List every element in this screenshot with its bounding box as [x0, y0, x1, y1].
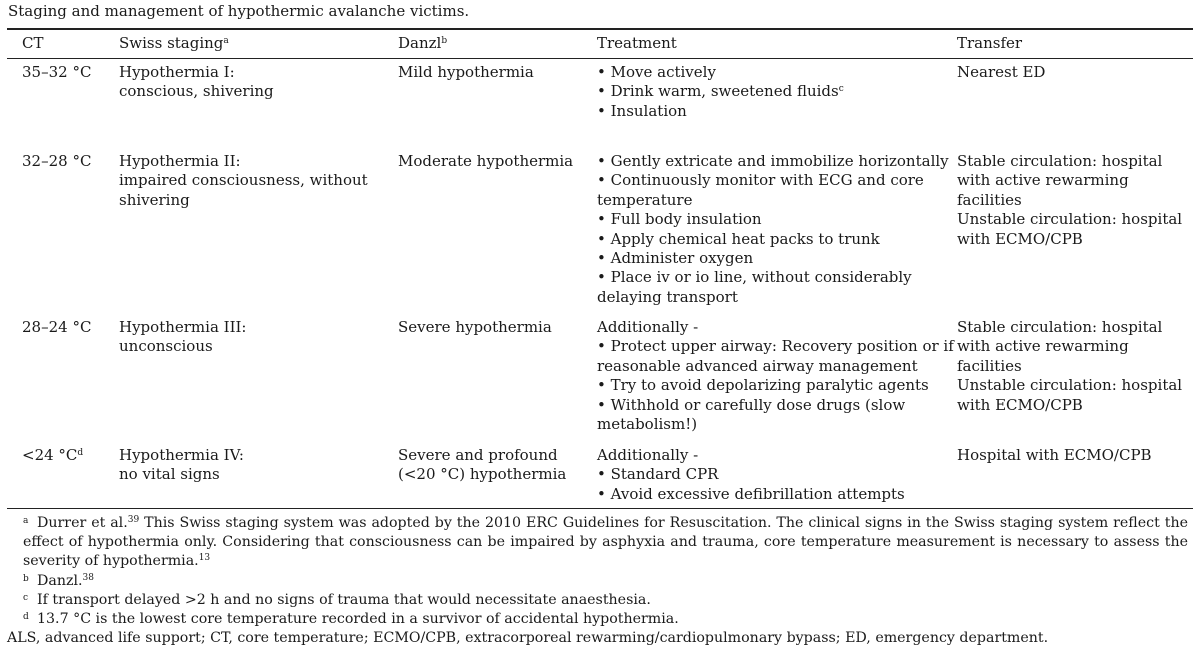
row-3-treatment — [597, 318, 954, 434]
header-danzl — [398, 34, 447, 52]
bottom-rule — [7, 508, 1193, 509]
row-1-treatment — [597, 63, 844, 121]
treatment-line: temperature — [597, 190, 693, 209]
transfer-line: Unstable circulation: hospital — [957, 210, 1183, 229]
transfer-line: Stable circulation: hospital — [957, 152, 1163, 170]
header-ct — [22, 34, 43, 52]
table-footnotes — [7, 514, 1188, 648]
swiss-line: no vital signs — [119, 465, 220, 484]
transfer-line: facilities — [957, 356, 1022, 375]
ct-value — [22, 446, 83, 465]
row-3-ct — [22, 318, 91, 337]
transfer-line: Unstable circulation: hospital — [957, 376, 1183, 395]
treatment-line: • Try to avoid depolarizing paralytic agents — [597, 376, 929, 395]
footnote-a-ref2: 13 — [198, 553, 211, 564]
footnote-marker-d: d — [77, 448, 84, 458]
footnote-marker-c: c — [838, 84, 844, 95]
treatment-line: • Gently extricate and immobilize horizontally — [597, 152, 949, 170]
treatment-line: Additionally - — [597, 446, 699, 464]
treatment-line: • Continuously monitor with ECG and core — [597, 171, 924, 190]
header-transfer — [957, 34, 1022, 52]
row-3-swiss — [119, 318, 247, 357]
row-1-danzl — [398, 63, 534, 82]
transfer-line: with ECMO/CPB — [957, 229, 1083, 248]
header-rule — [7, 58, 1193, 59]
footnote-a-text: This Swiss staging system was adopted by the 2010 ERC Guidelines for Resuscitation. The clinical signs in the Swiss staging system reflect the effect of hypothermia only. Considering that consciousness can be impaired by asphyxia and trauma, core temperature measurement is necessary to assess the severity of hypothermia. — [23, 515, 1188, 570]
footnote-a: a Durrer et al.$^{39}$ This Swiss staging system was adopted by the 2010 ERC Guidelines for Resuscitation. The clinical signs in the Swiss staging system reflect the effect of hypothermia only. Considering that consciousness can be impaired by asphyxia and trauma, core temperature measurement is necessary to assess the severity of hypothermia.$^{13}$ — [23, 515, 1188, 570]
row-4-swiss — [119, 446, 244, 485]
treatment-line: • Standard CPR — [597, 465, 719, 484]
treatment-line-text: • Drink warm, sweetened fluids — [597, 82, 839, 101]
header-danzl-label: Danzl — [398, 34, 442, 52]
row-3-danzl — [398, 318, 552, 337]
row-2-danzl — [398, 152, 573, 171]
swiss-line: unconscious — [119, 337, 213, 356]
treatment-line: • Withhold or carefully dose drugs (slow — [597, 395, 906, 414]
treatment-line: delaying transport — [597, 287, 738, 306]
table-caption: Staging and management of hypothermic avalanche victims. — [8, 2, 470, 20]
header-treatment-label: Treatment — [597, 34, 677, 52]
swiss-line: Hypothermia IV: — [119, 446, 244, 464]
header-swiss-staging — [119, 34, 229, 52]
transfer-line: with active rewarming — [957, 337, 1129, 356]
ct-value-text: <24 °C — [22, 446, 78, 464]
ct-value: 28–24 °C — [22, 318, 92, 336]
treatment-line: • Avoid excessive defibrillation attempts — [597, 484, 905, 503]
transfer-line: with ECMO/CPB — [957, 395, 1083, 414]
treatment-line: • Insulation — [597, 101, 687, 120]
header-swiss-label: Swiss staging — [119, 34, 224, 52]
abbreviations-note: ALS, advanced life support; CT, core temperature; ECMO/CPB, extracorporeal rewarming/cardiopulmonary bypass; ED, emergency department. — [7, 630, 1049, 647]
transfer-line: Nearest ED — [957, 63, 1046, 81]
header-ct-label: CT — [22, 34, 44, 52]
row-2-swiss — [119, 152, 368, 210]
treatment-line: • Full body insulation — [597, 210, 762, 229]
row-4-danzl — [398, 446, 566, 485]
swiss-line: conscious, shivering — [119, 82, 274, 101]
treatment-line: Additionally - — [597, 318, 699, 336]
row-2-ct — [22, 152, 91, 171]
danzl-line: Mild hypothermia — [398, 63, 534, 81]
footnote-c: c If transport delayed >2 h and no signs of trauma that would necessitate anaesthesia. — [23, 591, 651, 608]
treatment-line: • Apply chemical heat packs to trunk — [597, 229, 880, 248]
footnote-c-text: If transport delayed >2 h and no signs of trauma that would necessitate anaesthesia. — [37, 591, 651, 608]
footnote-marker-b: b — [441, 36, 448, 46]
header-treatment — [597, 34, 677, 52]
footnote-d-text: 13.7 °C is the lowest core temperature recorded in a survivor of accidental hypothermia. — [37, 611, 679, 628]
treatment-line — [597, 82, 844, 101]
footnote-b-ref: 38 — [82, 572, 94, 583]
danzl-line: Severe and profound — [398, 446, 558, 464]
row-4-transfer — [957, 446, 1152, 465]
swiss-line: Hypothermia III: — [119, 318, 247, 336]
row-4-treatment — [597, 446, 905, 504]
transfer-line: facilities — [957, 190, 1022, 209]
treatment-line: • Place iv or io line, without considerably — [597, 268, 912, 287]
treatment-line: • Administer oxygen — [597, 249, 754, 268]
row-1-ct — [22, 63, 91, 82]
treatment-line: reasonable advanced airway management — [597, 356, 918, 375]
transfer-line: Hospital with ECMO/CPB — [957, 446, 1152, 464]
ct-value: 32–28 °C — [22, 152, 92, 170]
top-rule — [7, 28, 1193, 30]
treatment-line: • Move actively — [597, 63, 716, 81]
footnote-b-text: Danzl. — [37, 572, 83, 589]
footnote-a-author: Durrer et al. — [37, 515, 128, 531]
danzl-line: Moderate hypothermia — [398, 152, 574, 170]
transfer-line: Stable circulation: hospital — [957, 318, 1163, 336]
row-1-swiss — [119, 63, 274, 102]
danzl-line: (<20 °C) hypothermia — [398, 465, 567, 484]
footnote-b: b Danzl.$^{38}$ — [23, 572, 94, 589]
swiss-line: Hypothermia II: — [119, 152, 241, 170]
transfer-line: with active rewarming — [957, 171, 1129, 190]
swiss-line: impaired consciousness, without — [119, 171, 368, 190]
footnote-d: d 13.7 °C is the lowest core temperature recorded in a survivor of accidental hypothermia. — [23, 611, 679, 628]
row-3-transfer — [957, 318, 1182, 415]
row-2-transfer — [957, 152, 1182, 249]
footnote-a-ref: 39 — [127, 515, 140, 525]
swiss-line: Hypothermia I: — [119, 63, 235, 81]
row-1-transfer — [957, 63, 1045, 82]
swiss-line: shivering — [119, 190, 190, 209]
ct-value: 35–32 °C — [22, 63, 92, 81]
treatment-line: metabolism!) — [597, 415, 698, 434]
row-4-ct — [22, 446, 83, 465]
row-2-treatment — [597, 152, 949, 307]
footnote-marker-a: a — [223, 36, 229, 46]
treatment-line: • Protect upper airway: Recovery position or if — [597, 337, 954, 356]
header-transfer-label: Transfer — [957, 34, 1023, 52]
danzl-line: Severe hypothermia — [398, 318, 552, 336]
